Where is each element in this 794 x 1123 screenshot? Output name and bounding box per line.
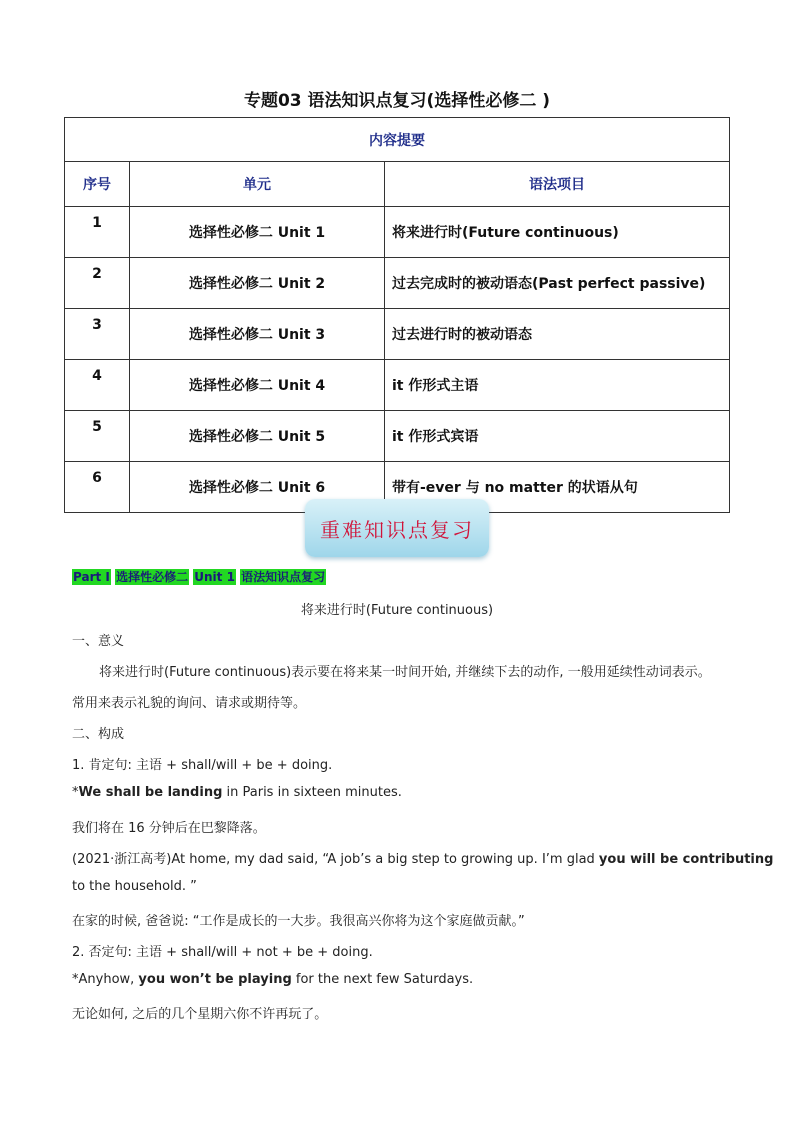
document-title: 专题03 语法知识点复习(选择性必修二 ): [243, 91, 551, 111]
row-unit: 选择性必修二 Unit 4: [130, 360, 385, 411]
row-grammar-item: 带有-ever 与 no matter 的状语从句: [385, 462, 730, 513]
part-topic: 语法知识点复习: [241, 570, 326, 584]
row-grammar-item: 将来进行时(Future continuous): [385, 207, 730, 258]
example-marker: *: [72, 785, 79, 800]
row-grammar-item: it 作形式宾语: [385, 411, 730, 462]
table-row: [65, 207, 730, 258]
row-unit: 选择性必修二 Unit 1: [130, 207, 385, 258]
example-sentence-continued: to the household. ”: [72, 879, 197, 894]
section-heading-meaning: 一、意义: [72, 634, 125, 649]
row-number: 2: [65, 258, 130, 309]
part-heading: [72, 568, 326, 585]
table-row: [65, 360, 730, 411]
affirmative-rule: 1. 肯定句: 主语 + shall/will + be + doing.: [72, 758, 333, 773]
example-text: in Paris in sixteen minutes.: [222, 785, 402, 800]
meaning-paragraph-line: 将来进行时(Future continuous)表示要在将来某一时间开始, 并继续下去的动作, 一般用延续性动词表示。: [99, 665, 711, 680]
row-unit: 选择性必修二 Unit 5: [130, 411, 385, 462]
example-translation: 在家的时候, 爸爸说: “工作是成长的一大步。我很高兴你将为这个家庭做贡献。”: [72, 914, 525, 929]
row-grammar-item: 过去完成时的被动语态(Past perfect passive): [385, 258, 730, 309]
summary-table: [64, 117, 730, 513]
example-text: for the next few Saturdays.: [291, 972, 474, 987]
row-unit: 选择性必修二 Unit 2: [130, 258, 385, 309]
row-unit: 选择性必修二 Unit 6: [130, 462, 385, 513]
example-highlight: you will be contributing: [598, 852, 774, 867]
negative-rule: 2. 否定句: 主语 + shall/will + not + be + doing.: [72, 945, 373, 960]
header-number: 序号: [65, 162, 130, 207]
row-grammar-item: 过去进行时的被动语态: [385, 309, 730, 360]
example-highlight: We shall be landing: [78, 785, 223, 800]
row-number: 5: [65, 411, 130, 462]
table-row: [65, 411, 730, 462]
part-book: 选择性必修二: [116, 570, 189, 584]
example-translation: 我们将在 16 分钟后在巴黎降落。: [72, 821, 266, 836]
row-number: 6: [65, 462, 130, 513]
table-caption: 内容提要: [65, 118, 730, 162]
grammar-subtitle: 将来进行时(Future continuous): [300, 603, 494, 618]
row-unit: 选择性必修二 Unit 3: [130, 309, 385, 360]
row-number: 3: [65, 309, 130, 360]
example-text: *Anyhow,: [72, 972, 139, 987]
section-banner: 重难知识点复习: [305, 499, 489, 557]
meaning-paragraph-line: 常用来表示礼貌的询问、请求或期待等。: [72, 696, 307, 711]
example-text: (2021·浙江高考)At home, my dad said, “A job’s a big step to growing up. I’m glad: [72, 852, 599, 867]
table-row: [65, 309, 730, 360]
part-unit: Unit 1: [194, 570, 235, 584]
example-highlight: you won’t be playing: [138, 972, 292, 987]
example-sentence: [72, 848, 773, 867]
part-label: Part I: [73, 570, 110, 584]
header-unit: 单元: [130, 162, 385, 207]
example-sentence: [72, 785, 402, 800]
example-translation: 无论如何, 之后的几个星期六你不许再玩了。: [72, 1007, 328, 1022]
header-grammar-item: 语法项目: [385, 162, 730, 207]
row-number: 1: [65, 207, 130, 258]
row-grammar-item: it 作形式主语: [385, 360, 730, 411]
section-heading-structure: 二、构成: [72, 727, 125, 742]
row-number: 4: [65, 360, 130, 411]
example-sentence: [72, 972, 473, 987]
table-row: [65, 258, 730, 309]
